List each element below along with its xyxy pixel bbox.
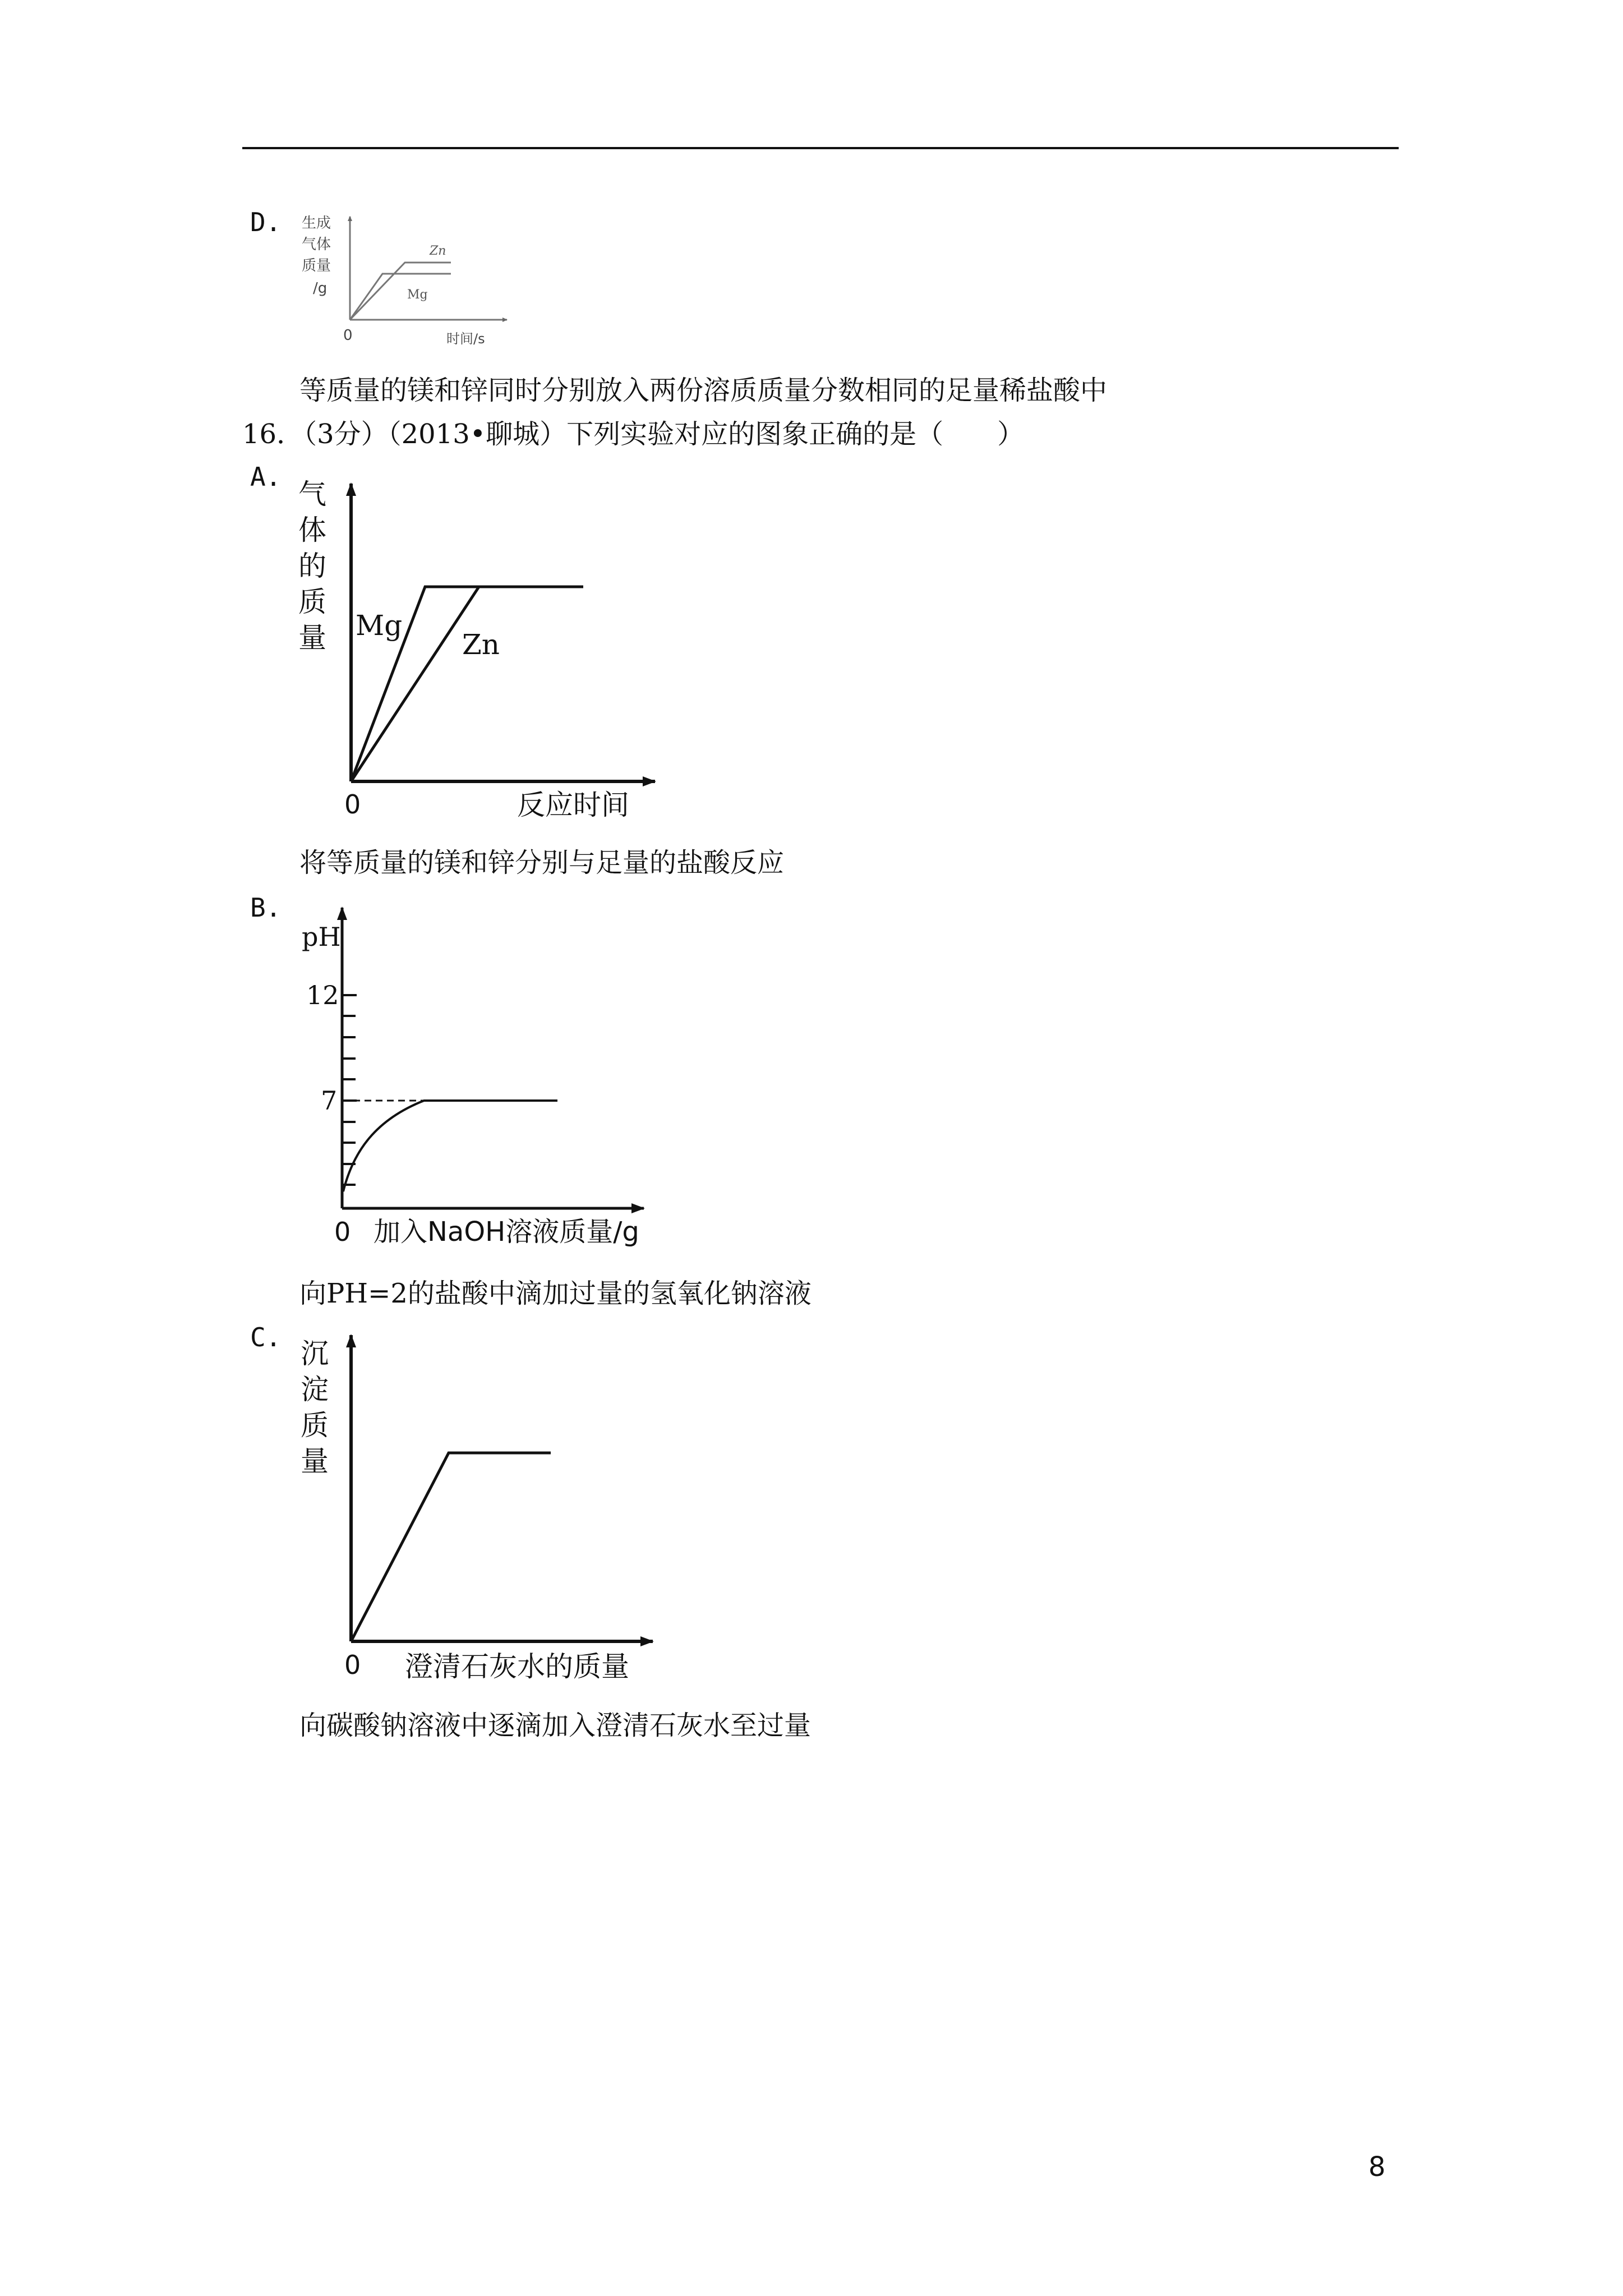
d-y-label-4: /g xyxy=(313,280,328,297)
option-c-caption: 向碳酸钠溶液中逐滴加入澄清石灰水至过量 xyxy=(299,1710,811,1741)
c-line xyxy=(351,1453,551,1641)
d-y-label-2: 气体 xyxy=(302,236,331,253)
header-rule xyxy=(242,147,1399,149)
c-x-label: 澄清石灰水的质量 xyxy=(405,1650,629,1683)
option-d-letter: D. xyxy=(250,207,282,237)
a-origin: 0 xyxy=(344,789,361,820)
d-y-label-3: 质量 xyxy=(302,257,331,274)
option-d-chart xyxy=(292,208,527,359)
c-y-label-2: 淀 xyxy=(301,1373,329,1406)
option-b-letter: B. xyxy=(250,892,282,923)
option-c-chart xyxy=(292,1327,667,1686)
d-origin: 0 xyxy=(343,327,353,344)
b-ph-curve xyxy=(343,1101,557,1191)
page-number: 8 xyxy=(1368,2151,1386,2183)
option-a-caption: 将等质量的镁和锌分别与足量的盐酸反应 xyxy=(299,847,785,878)
b-origin: 0 xyxy=(334,1217,351,1247)
option-b-chart xyxy=(292,900,707,1248)
b-tick-12: 12 xyxy=(306,980,339,1010)
a-y-label-1: 气 xyxy=(298,478,326,510)
question-16-text: 16．（3分）（2013•聊城）下列实验对应的图象正确的是（ ） xyxy=(242,418,1025,450)
d-x-label: 时间/s xyxy=(446,331,485,347)
c-y-label-3: 质 xyxy=(301,1409,329,1442)
d-line-mg xyxy=(350,274,451,320)
option-c-letter: C. xyxy=(250,1322,282,1352)
b-y-label: pH xyxy=(302,922,341,952)
a-label-zn: Zn xyxy=(462,628,500,661)
d-y-label-1: 生成 xyxy=(302,215,331,232)
option-a-letter: A. xyxy=(250,462,282,492)
a-y-label-3: 的 xyxy=(298,550,326,582)
d-label-mg: Mg xyxy=(407,288,428,302)
option-d-caption: 等质量的镁和锌同时分别放入两份溶质质量分数相同的足量稀盐酸中 xyxy=(299,375,1108,406)
a-label-mg: Mg xyxy=(356,609,403,642)
a-y-label-4: 质 xyxy=(298,586,326,618)
b-x-label: 加入NaOH溶液质量/g xyxy=(374,1216,639,1248)
c-y-label-4: 量 xyxy=(301,1445,329,1478)
a-y-label-2: 体 xyxy=(298,514,326,546)
d-line-zn xyxy=(350,263,451,320)
b-tick-7: 7 xyxy=(321,1085,338,1116)
a-x-label: 反应时间 xyxy=(517,789,629,821)
d-label-zn: Zn xyxy=(430,244,446,258)
b-minor-ticks xyxy=(342,995,357,1185)
option-b-caption: 向PH=2的盐酸中滴加过量的氢氧化钠溶液 xyxy=(299,1278,811,1309)
c-y-label-1: 沉 xyxy=(301,1337,329,1370)
a-y-label-5: 量 xyxy=(298,622,326,654)
option-a-chart xyxy=(292,476,667,823)
c-origin: 0 xyxy=(344,1650,361,1680)
